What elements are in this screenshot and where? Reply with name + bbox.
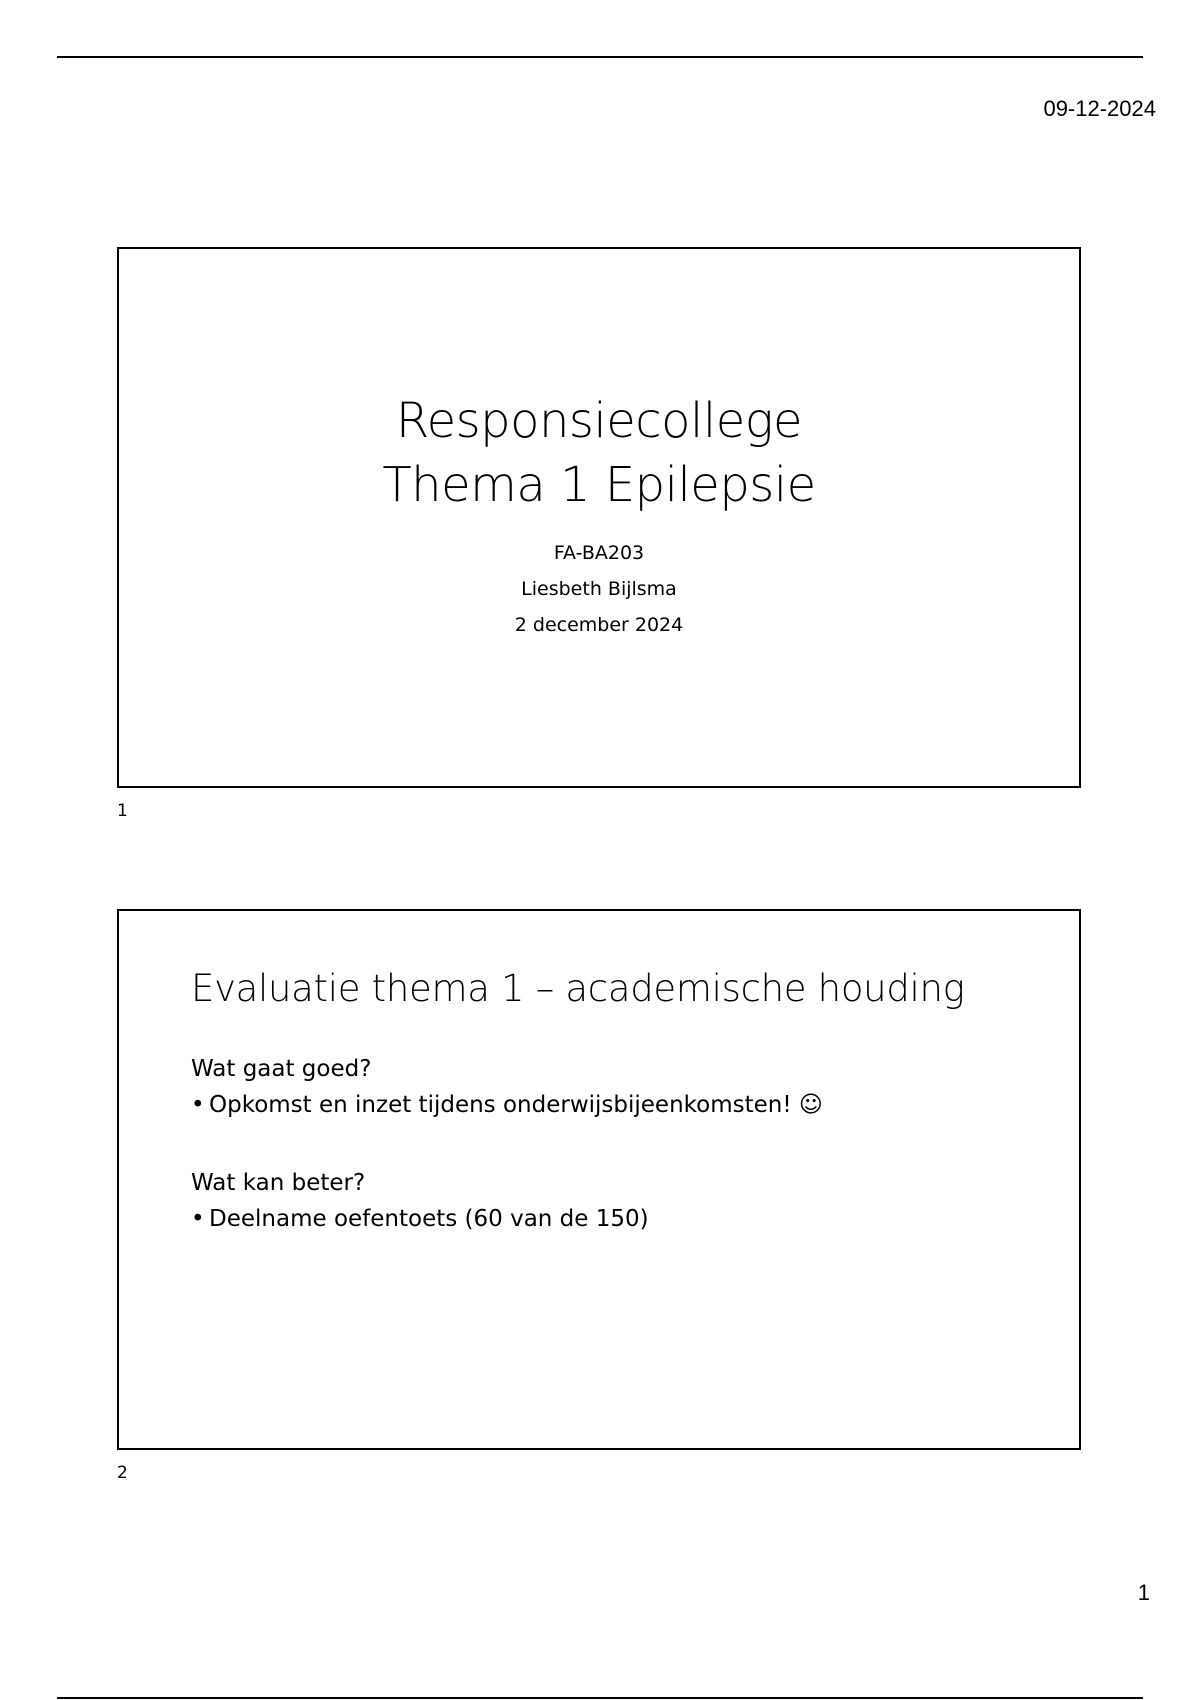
slide-1-title-line: Responsiecollege <box>395 393 803 449</box>
bottom-rule <box>57 1697 1143 1699</box>
slide-1 <box>117 247 1081 788</box>
page-number: 1 <box>1137 1580 1150 1605</box>
presenter-name: Liesbeth Bijlsma <box>521 578 677 600</box>
bullet-icon: • <box>191 1206 205 1232</box>
slide-2-content <box>191 1053 1039 1281</box>
evaluation-section <box>191 1167 1039 1239</box>
slide-number: 2 <box>117 1463 128 1483</box>
list-item-text: Deelname oefentoets (60 van de 150) <box>209 1206 649 1232</box>
list-item <box>191 1199 1039 1239</box>
slide-2-title: Evaluatie thema 1 – academische houding <box>191 967 965 1010</box>
course-code: FA-BA203 <box>553 542 645 564</box>
top-rule <box>57 56 1143 58</box>
slide-1-title-line: Thema 1 Epilepsie <box>382 457 816 513</box>
header-date: 09-12-2024 <box>1043 96 1156 121</box>
list-item <box>191 1085 1039 1125</box>
slide-1-title <box>119 389 1079 517</box>
presentation-date: 2 december 2024 <box>514 614 684 636</box>
bullet-icon: • <box>191 1092 205 1118</box>
section-question: Wat gaat goed? <box>191 1056 372 1082</box>
slide-2 <box>117 909 1081 1450</box>
slide-1-subtitle <box>119 535 1079 643</box>
evaluation-section <box>191 1053 1039 1125</box>
list-item-text: Opkomst en inzet tijdens onderwijsbijeenkomsten! ☺ <box>209 1092 823 1118</box>
slide-number: 1 <box>117 801 128 821</box>
section-question: Wat kan beter? <box>191 1170 366 1196</box>
